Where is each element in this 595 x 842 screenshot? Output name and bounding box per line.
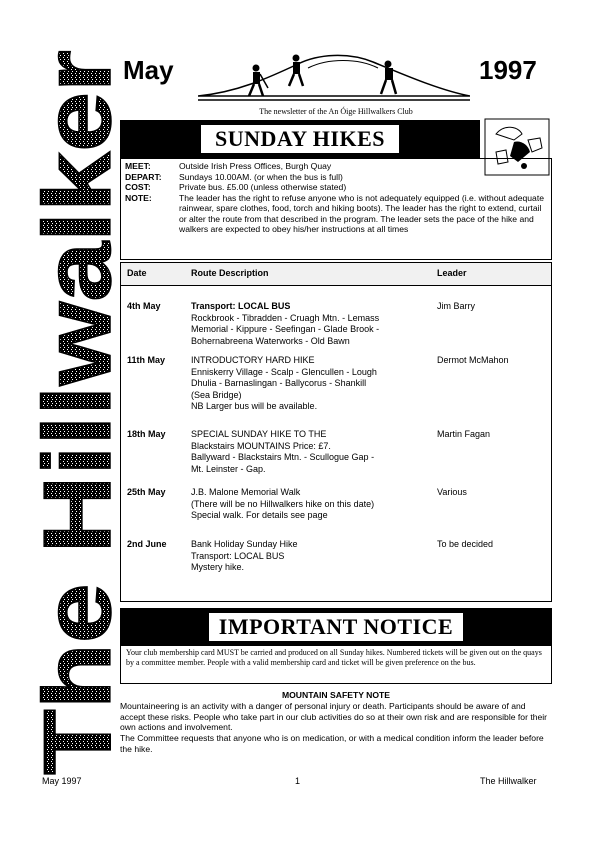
- info-row-depart: [125, 172, 547, 183]
- info-row-cost: [125, 182, 547, 193]
- hike-route: [191, 429, 437, 475]
- info-value: The leader has the right to refuse anyone who is not adequately equipped (i.e. without adequate rainwear, spare clothes, food, torch and hiking boots). The leader has the right to extend, curtail or alter the route from that described in the program. The leader sets the pace of the hike and walkers are expected to obey his/her instructions at all times: [179, 192, 545, 234]
- footer-title: The Hillwalker: [480, 776, 537, 786]
- route-line: Blackstairs MOUNTAINS Price: £7.: [191, 440, 331, 451]
- hike-date: 4th May: [127, 301, 161, 311]
- hike-leader: Various: [437, 487, 467, 497]
- info-label: COST:: [125, 182, 151, 192]
- page-number: 1: [295, 776, 301, 786]
- hike-date: 11th May: [127, 355, 166, 365]
- hike-leader: Dermot McMahon: [437, 355, 509, 365]
- route-line: Bohernabreena Waterworks - Old Bawn: [191, 335, 350, 346]
- hike-date: 25th May: [127, 487, 166, 497]
- mountain-hikers-illustration: [198, 48, 470, 106]
- route-line: Dhulia - Barnaslingan - Ballycorus - Shankill: [191, 378, 367, 388]
- hike-date: 18th May: [127, 429, 166, 439]
- meeting-info: [120, 158, 552, 260]
- route-line: SPECIAL SUNDAY HIKE TO THE: [191, 429, 327, 439]
- footer-date: May 1997: [42, 776, 82, 786]
- route-line: Memorial - Kippure - Seefingan - Glade Brook -: [191, 324, 380, 334]
- hike-route: [191, 539, 437, 574]
- table-row: [121, 355, 551, 413]
- notice-text: Your club membership card MUST be carried and produced on all Sunday hikes. Numbered tickets will be given out on the quays by a committee member. People with a valid membership card and ticket will be given preference on the bus.: [120, 646, 552, 684]
- route-line: Transport: LOCAL BUS: [191, 301, 291, 311]
- table-row: [121, 487, 551, 522]
- notice-title-bar: [120, 608, 552, 646]
- route-line: Bank Holiday Sunday Hike: [191, 539, 298, 549]
- issue-month: May: [123, 55, 174, 85]
- info-row-meet: [125, 161, 547, 172]
- table-row: [121, 301, 551, 347]
- issue-year: 1997: [479, 55, 537, 85]
- newsletter-tagline: The newsletter of the An Óige Hillwalkers Club: [259, 107, 413, 116]
- route-line: Special walk. For details see page: [191, 510, 328, 520]
- hike-leader: To be decided: [437, 539, 494, 549]
- info-value: Sundays 10.00AM. (or when the bus is full): [179, 171, 343, 182]
- route-line: Mt. Leinster - Gap.: [191, 463, 266, 474]
- safety-text-medical: The Committee requests that anyone who is on medication, or with a medical condition inform the leader before the hike.: [120, 733, 544, 754]
- safety-text: Mountaineering is an activity with a danger of personal injury or death. Participants should be aware of and accept these risks. People who take part in our club activities do so at their own risk and are responsible for their own actions and involvement.: [120, 700, 548, 733]
- table-row: [121, 539, 551, 574]
- route-line: (There will be no Hillwalkers hike on this date): [191, 498, 375, 509]
- route-line: Rockbrook - Tibradden - Cruagh Mtn. - Lemass: [191, 312, 380, 323]
- header-date: Date: [127, 268, 147, 279]
- table-row: [121, 429, 551, 475]
- hike-leader: Jim Barry: [437, 301, 475, 311]
- info-label: NOTE:: [125, 192, 152, 203]
- info-value: Private bus. £5.00 (unless otherwise stated): [179, 182, 347, 192]
- route-line: Transport: LOCAL BUS: [191, 550, 285, 561]
- info-label: MEET:: [125, 161, 151, 171]
- info-row-note: [125, 193, 547, 235]
- hike-leader: Martin Fagan: [437, 429, 491, 439]
- safety-title: MOUNTAIN SAFETY NOTE: [281, 690, 391, 700]
- hike-route: [191, 355, 437, 413]
- info-label: DEPART:: [125, 171, 162, 182]
- masthead-title: [30, 40, 118, 780]
- section-title-bar: [120, 120, 480, 158]
- route-line: (Sea Bridge): [191, 389, 242, 400]
- route-line: INTRODUCTORY HARD HIKE: [191, 355, 315, 365]
- hike-date: 2nd June: [127, 539, 167, 549]
- route-line: NB Larger bus will be available.: [191, 401, 318, 411]
- header-route: Route Description: [191, 268, 269, 279]
- safety-note: [120, 690, 552, 755]
- route-line: J.B. Malone Memorial Walk: [191, 487, 301, 497]
- masthead-text: The Hillwalker: [30, 129, 118, 775]
- info-value: Outside Irish Press Offices, Burgh Quay: [179, 161, 332, 171]
- notice-title: IMPORTANT NOTICE: [209, 613, 463, 641]
- hike-schedule-table: [120, 262, 552, 602]
- header-leader: Leader: [437, 268, 467, 279]
- hike-route: [191, 487, 437, 522]
- route-line: Ballyward - Blackstairs Mtn. - Scullogue Gap -: [191, 452, 375, 462]
- section-title: SUNDAY HIKES: [201, 125, 399, 153]
- hike-route: [191, 301, 437, 347]
- route-line: Mystery hike.: [191, 562, 245, 572]
- table-header: [121, 263, 551, 286]
- route-line: Enniskerry Village - Scalp - Glencullen - Lough: [191, 366, 377, 377]
